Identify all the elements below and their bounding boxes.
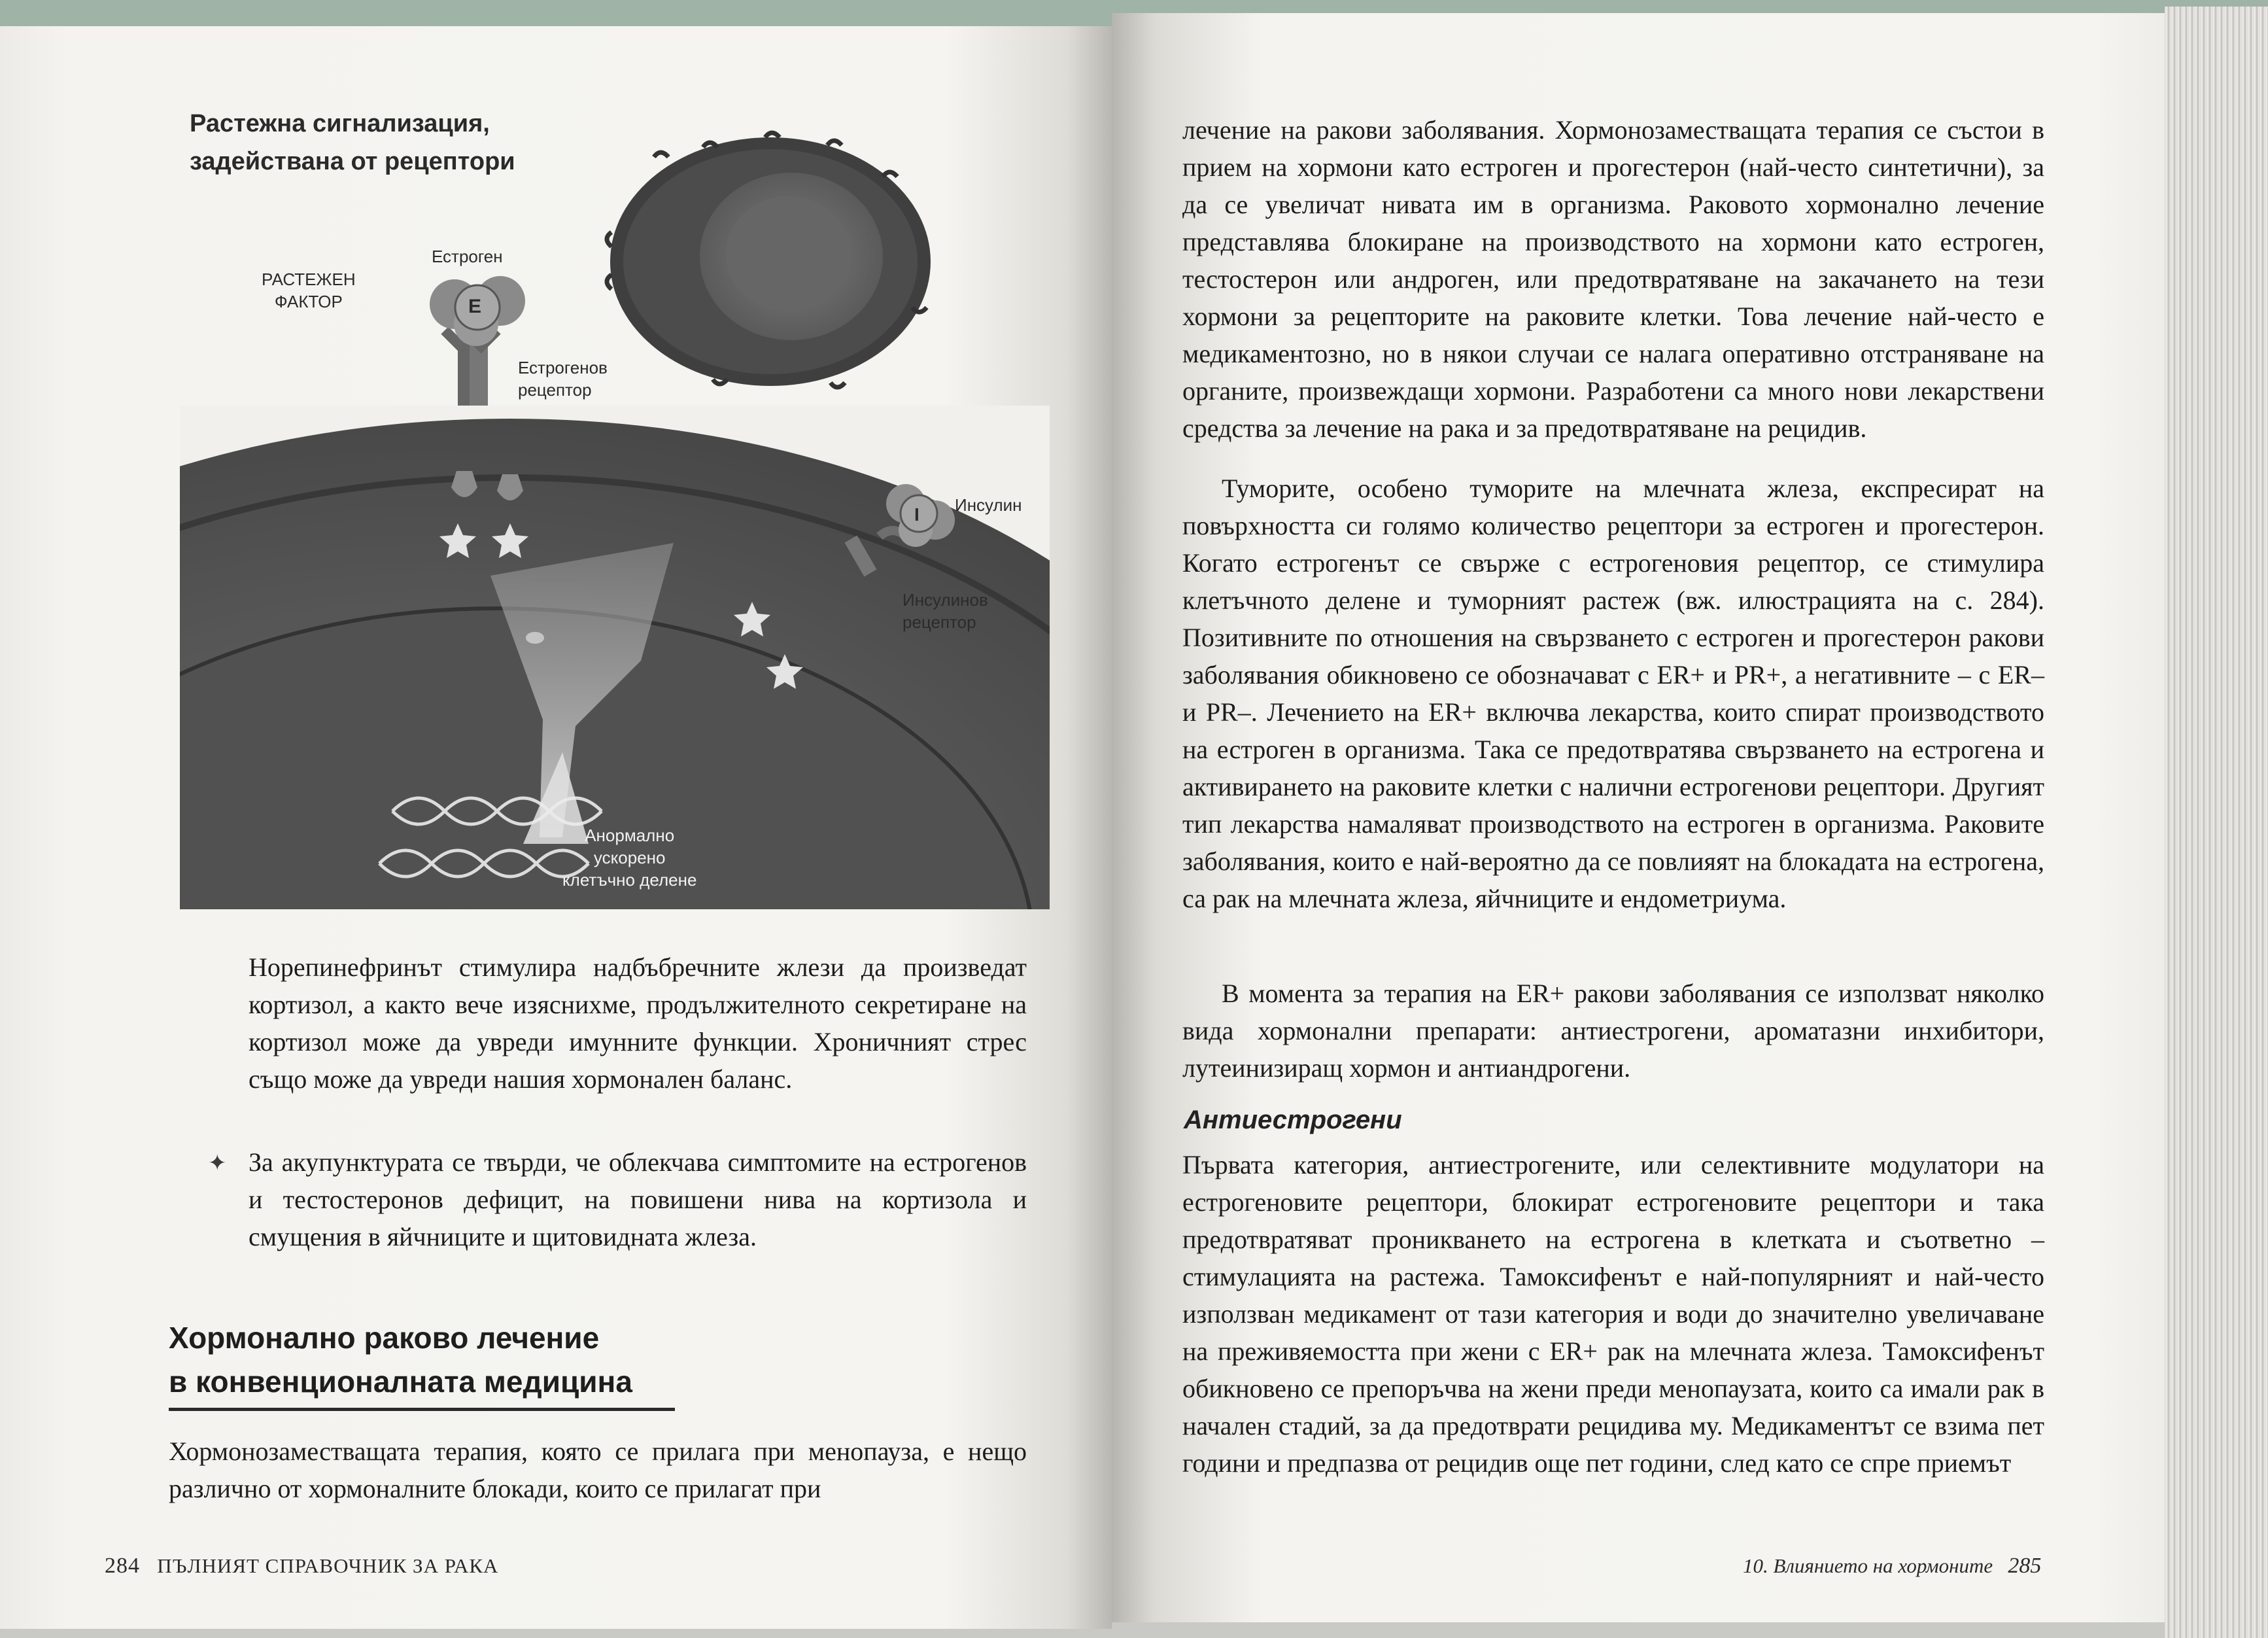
subheading-antiestrogens: Антиестрогени xyxy=(1184,1106,1402,1134)
label-insulin-letter: I xyxy=(914,504,919,525)
right-paragraph-1: лечение на ракови заболявания. Хормонозаместващата терапия се състои в прием на хормони като естроген и прогестерон (най-често синтетични), за да се увеличат нивата им в организма. Раковото хормонално лечение представлява блокиране на производството на хормони като естроген, тестостерон или андроген, или предотвратяване на закачането на тези хормони за рецепторите на раковите клетки. Това лечение най-често е медикаментозно, но в някои случаи се налага оперативно отстраняване на органите, произвеждащи хормони. Разработени са много нови лекарствени средства за лечение на рака и за предотвратяване на рецидив. xyxy=(1182,115,2044,443)
label-estrogen-letter: E xyxy=(468,296,482,317)
bullet-icon: ✦ xyxy=(208,1151,227,1176)
page-edges xyxy=(2165,7,2268,1638)
page-number-left: 284 xyxy=(105,1554,140,1578)
large-cell xyxy=(0,406,1112,916)
label-insulin: Инсулин xyxy=(955,495,1022,515)
heading-underline xyxy=(169,1408,675,1411)
section-heading-line-1: Хормонално раково лечение xyxy=(169,1321,600,1355)
left-footer xyxy=(105,1554,498,1578)
left-paragraph-2: Хормонозаместващата терапия, която се прилага при менопауза, е нещо различно от хормоналните блокади, които се прилагат при xyxy=(169,1437,1027,1503)
right-paragraph-4: Първата категория, антиестрогените, или селективните модулатори на естрогеновите рецептори, блокират естрогеновите рецептори и така предотвратяват проникването на естрогена в клетката и съответно – стимулацията на растежа. Тамоксифенът е най-популярният и най-често използван медикамент от тази категория и води до значително увеличаване на преживяемостта при жени с ER+ рак на млечната жлеза. Тамоксифенът обикновено се препоръчва на жени преди менопаузата, които са имали рак в начален стадий, за да предотврати рецидива му. Медикаментът се взима пет години и предпазва от рецидив още пет години, след като се спре приемът xyxy=(1182,1150,2044,1478)
page-number-right: 285 xyxy=(2008,1554,2042,1578)
running-title-right: 10. Влиянието на хормоните xyxy=(1743,1554,1993,1577)
figure-title: Растежна сигнализация, задействана от рецептори xyxy=(190,110,515,175)
section-heading-line-2: в конвенционалната медицина xyxy=(169,1365,632,1399)
label-cell-division: Анормално ускорено клетъчно делене xyxy=(562,826,697,890)
receptor-illustration xyxy=(0,0,1112,916)
left-paragraph-1: Норепинефринът стимулира надбъбречните жлези да произведат кортизол, а както вече изяснихме, продължителното секретиране на кортизол може да увреди имунните функции. Хроничният стрес също може да увреди нашия хормонален баланс. xyxy=(249,952,1027,1094)
label-estrogen-receptor: Естрогенов рецептор xyxy=(518,358,608,400)
label-growth-factor: РАСТЕЖЕН ФАКТОР xyxy=(262,270,356,311)
small-cell xyxy=(607,133,931,387)
running-title-left: ПЪЛНИЯТ СПРАВОЧНИК ЗА РАКА xyxy=(157,1554,499,1577)
right-paragraph-3: В момента за терапия на ER+ ракови заболявания се използват няколко вида хормонални препарати: антиестрогени, ароматазни инхибитори, лутеинизиращ хормон и антиандрогени. xyxy=(1182,979,2044,1083)
section-heading xyxy=(169,1316,632,1404)
label-estrogen: Естроген xyxy=(432,247,503,266)
right-footer xyxy=(1743,1554,2041,1578)
right-paragraph-2: Туморите, особено туморите на млечната жлеза, експресират на повърхността си голямо количество рецептори за естроген и прогестерон. Когато естрогенът се свърже с естрогеновия рецептор, се стимулира клетъчното делене и туморният растеж (вж. илюстрацията на с. 284). Позитивните по отношения на свързването с естроген и прогестерон ракови заболявания обикновено се обозначават с ER+ и PR+, а негативните – с ER– и PR–. Лечението на ER+ включва лекарства, които спират производството на естроген в организма. Така се предотвратява свързването на естрогена и активирането на раковите клетки с налични естрогенови рецептори. Другият тип лекарства намаляват производството на естроген в организма. Раковите заболявания, които е най-вероятно да се повлияят на блокадата на естрогена, са рак на млечната жлеза, яйчниците и ендометриума. xyxy=(1182,474,2044,913)
left-bullet-text: За акупунктурата се твърди, че облекчава симптомите на естрогенов и тестостеронов дефицит, на повишени нива на кортизола и смущения в яйчниците и щитовидната жлеза. xyxy=(249,1147,1027,1251)
label-insulin-receptor: Инсулинов рецептор xyxy=(902,590,988,632)
